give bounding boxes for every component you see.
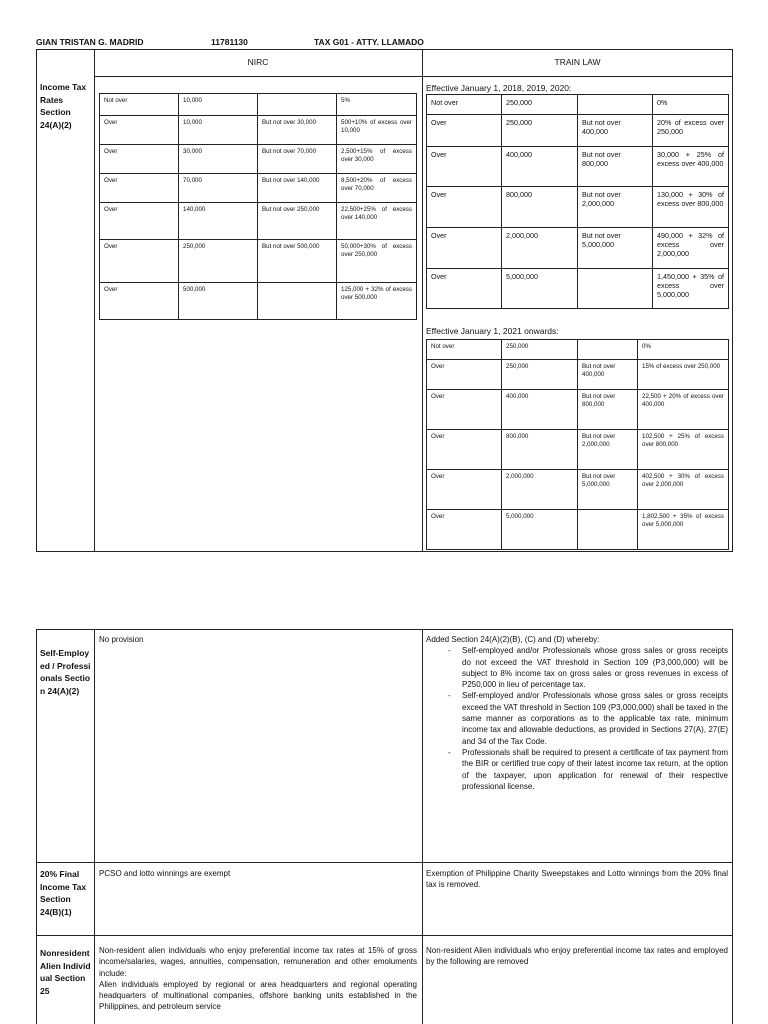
rate-cell: 5%	[337, 94, 417, 116]
rate-row	[100, 145, 417, 174]
rate-cell: But not over 140,000	[258, 174, 337, 203]
rate-cell: 0%	[638, 340, 729, 360]
rate-row	[100, 203, 417, 240]
rate-cell	[258, 94, 337, 116]
rate-cell: But not over 800,000	[578, 390, 638, 430]
rate-cell: Over	[427, 115, 502, 147]
row-label-self-employed: Self-Employed / Professionals Section 24(A)(2)	[40, 648, 91, 696]
rate-cell: 50,000+30% of excess over 250,000	[337, 240, 417, 283]
self-employed-train-item: - Self-employed and/or Professionals whose gross sales or gross receipts do not exceed the VAT threshold in Section 109 (P3,000,000) will be subject to 8% income tax on gross sales or gross revenues in excess of P250,000 in lieu of percentage tax.	[426, 645, 728, 690]
rate-row	[427, 269, 729, 309]
rate-cell	[578, 269, 653, 309]
rate-cell	[578, 340, 638, 360]
rate-cell: 250,000	[502, 360, 578, 390]
rate-row	[427, 390, 729, 430]
nonresident-nirc	[99, 945, 417, 1013]
rate-cell: 22,500+25% of excess over 140,000	[337, 203, 417, 240]
rate-cell: 250,000	[502, 340, 578, 360]
self-employed-train-item: - Professionals shall be required to present a certificate of tax payment from the BIR or certified true copy of their latest income tax return, at the option of the taxpayer, upon application for renewal of their respective professional license.	[426, 747, 728, 792]
rate-cell: 800,000	[502, 430, 578, 470]
rate-cell: Over	[427, 510, 502, 550]
rate-cell: Not over	[427, 340, 502, 360]
rate-cell: 15% of excess over 250,000	[638, 360, 729, 390]
rate-row	[100, 240, 417, 283]
rate-cell: But not over 5,000,000	[578, 228, 653, 269]
rate-cell	[578, 95, 653, 115]
rate-cell: Over	[427, 430, 502, 470]
rate-cell: 800,000	[502, 187, 578, 228]
rate-cell: 1,802,500 + 35% of excess over 5,000,000	[638, 510, 729, 550]
rate-cell: 500,000	[179, 283, 258, 320]
rate-cell: 10,000	[179, 94, 258, 116]
rate-row	[100, 116, 417, 145]
rate-cell: Over	[100, 283, 179, 320]
rate-cell: 102,500 + 25% of excess over 800,000	[638, 430, 729, 470]
rate-cell: But not over 2,000,000	[578, 187, 653, 228]
rate-cell: 8,500+20% of excess over 70,000	[337, 174, 417, 203]
rate-cell: 400,000	[502, 390, 578, 430]
rate-cell: 30,000	[179, 145, 258, 174]
rate-cell: 1,450,000 + 35% of excess over 5,000,000	[653, 269, 729, 309]
rate-row	[427, 360, 729, 390]
rate-cell: Over	[427, 360, 502, 390]
rate-cell	[258, 283, 337, 320]
train-2021-rates-table	[426, 339, 729, 550]
rate-cell	[578, 510, 638, 550]
rate-cell: 140,000	[179, 203, 258, 240]
train-2021-caption: Effective January 1, 2021 onwards:	[426, 326, 559, 336]
row-label-income-tax: Income Tax Rates Section 24(A)(2)	[40, 82, 87, 130]
nirc-rates-table	[99, 93, 417, 320]
rate-cell: 400,000	[502, 147, 578, 187]
rate-cell: Over	[427, 187, 502, 228]
rate-cell: 5,000,000	[502, 510, 578, 550]
rate-cell: But not over 5,000,000	[578, 470, 638, 510]
rate-cell: 22,500 + 20% of excess over 400,000	[638, 390, 729, 430]
self-employed-train-item: - Self-employed and/or Professionals whose gross sales or gross receipts exceed the VAT threshold in Section 109 (P3,000,000) shall be taxed in the same manner as corporations as to the applicable tax rate, minimum income tax and allowable deductions, as provided in Sections 27(A), 27(E) and 34 of the Tax Code.	[426, 690, 728, 746]
rate-row	[100, 283, 417, 320]
rate-cell: 490,000 + 32% of excess over 2,000,000	[653, 228, 729, 269]
rate-cell: Not over	[100, 94, 179, 116]
train-2018-caption: Effective January 1, 2018, 2019, 2020:	[426, 83, 572, 93]
rate-cell: 2,000,000	[502, 470, 578, 510]
nonresident-nirc-paragraph: Alien individuals employed by regional or area headquarters and regional operating headquarters of multinational companies, offshore banking units established in the Philippines, and petroleum service	[99, 979, 417, 1012]
course-title: TAX G01 - ATTY. LLAMADO	[314, 37, 424, 47]
rate-cell: 402,500 + 30% of excess over 2,000,000	[638, 470, 729, 510]
rate-cell: But not over 800,000	[578, 147, 653, 187]
rate-cell: But not over 70,000	[258, 145, 337, 174]
rate-cell: 2,000,000	[502, 228, 578, 269]
rate-row	[100, 94, 417, 116]
rate-cell: Over	[427, 390, 502, 430]
rate-cell: 250,000	[502, 95, 578, 115]
rate-cell: 250,000	[179, 240, 258, 283]
rate-row	[100, 174, 417, 203]
student-id: 11781130	[211, 37, 248, 47]
self-employed-train-intro: Added Section 24(A)(2)(B), (C) and (D) whereby:	[426, 635, 600, 644]
train-2018-rates-table	[426, 94, 729, 309]
student-name: GIAN TRISTAN G. MADRID	[36, 37, 144, 47]
rate-row	[427, 95, 729, 115]
rate-cell: 125,000 + 32% of excess over 500,000	[337, 283, 417, 320]
nonresident-nirc-paragraph: Non-resident alien individuals who enjoy preferential income tax rates at 15% of gross income/salaries, wages, annuities, compensation, remuneration and other emoluments include:	[99, 946, 417, 978]
rate-cell: But not over 250,000	[258, 203, 337, 240]
rate-cell: Over	[100, 145, 179, 174]
column-header-nirc: NIRC	[247, 57, 269, 67]
column-header-train: TRAIN LAW	[554, 57, 601, 67]
rate-row	[427, 115, 729, 147]
rate-cell: 5,000,000	[502, 269, 578, 309]
rate-cell: Over	[100, 203, 179, 240]
rate-cell: 250,000	[502, 115, 578, 147]
rate-cell: But not over 400,000	[578, 115, 653, 147]
rate-cell: Over	[427, 147, 502, 187]
rate-row	[427, 430, 729, 470]
nonresident-train: Non-resident Alien individuals who enjoy preferential income tax rates and employed by the following are removed	[426, 946, 728, 967]
row-label-final-tax: 20% Final Income Tax Section 24(B)(1)	[40, 869, 87, 917]
rate-cell: But not over 2,000,000	[578, 430, 638, 470]
rate-row	[427, 470, 729, 510]
self-employed-nirc: No provision	[99, 635, 144, 644]
rate-cell: Over	[100, 174, 179, 203]
rate-cell: But not over 30,000	[258, 116, 337, 145]
rate-cell: 130,000 + 30% of excess over 800,000	[653, 187, 729, 228]
rate-row	[427, 228, 729, 269]
rate-cell: Over	[100, 240, 179, 283]
rate-cell: 30,000 + 25% of excess over 400,000	[653, 147, 729, 187]
final-tax-train: Exemption of Philippine Charity Sweepstakes and Lotto winnings from the 20% final tax is removed.	[426, 869, 728, 890]
rate-cell: Over	[427, 470, 502, 510]
rate-row	[427, 510, 729, 550]
self-employed-train	[426, 634, 728, 792]
final-tax-nirc: PCSO and lotto winnings are exempt	[99, 869, 231, 878]
row-label-nonresident: Nonresident Alien Individual Section 25	[40, 948, 91, 996]
rate-cell: 20% of excess over 250,000	[653, 115, 729, 147]
rate-cell: 0%	[653, 95, 729, 115]
rate-cell: 2,500+15% of excess over 30,000	[337, 145, 417, 174]
rate-row	[427, 187, 729, 228]
rate-cell: Not over	[427, 95, 502, 115]
rate-row	[427, 340, 729, 360]
rate-cell: But not over 400,000	[578, 360, 638, 390]
rate-cell: Over	[427, 269, 502, 309]
rate-row	[427, 147, 729, 187]
rate-cell: 10,000	[179, 116, 258, 145]
rate-cell: 500+10% of excess over 10,000	[337, 116, 417, 145]
rate-cell: 70,000	[179, 174, 258, 203]
rate-cell: But not over 500,000	[258, 240, 337, 283]
rate-cell: Over	[100, 116, 179, 145]
rate-cell: Over	[427, 228, 502, 269]
